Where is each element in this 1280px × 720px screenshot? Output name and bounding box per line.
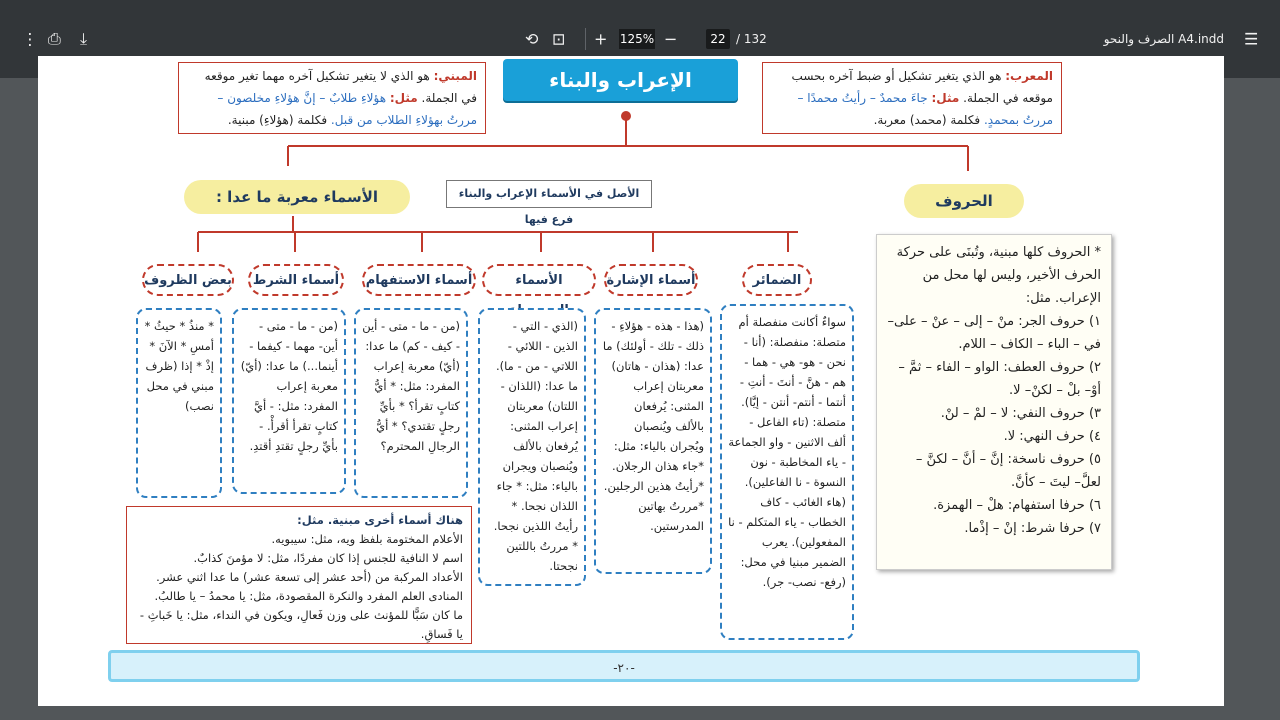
rotate-icon[interactable]: ⟲ xyxy=(525,29,539,49)
huruf-box xyxy=(876,234,1112,570)
mabni-example-label: مثل: xyxy=(389,91,418,105)
page-title: الإعراب والبناء xyxy=(503,59,738,101)
other-mabni-item: المنادى العلم المفرد والنكرة المقصودة، مثل: يا محمدُ – يا طالبُ. xyxy=(154,589,463,603)
category-body-istifham: (من - ما - متى - أين - كيف - كم) ما عدا: (أيّ) معربة إعراب المفرد: مثل: * أيُّ كتابٍ تقرأ؟ * بأيِّ رجلٍ تقتدي؟ * أيُّ الرجالِ المحترم؟ xyxy=(354,308,468,498)
category-head-mawsula: الأسماء xyxy=(482,264,596,296)
huruf-item: ٢) حروف العطف: الواو – الفاء – ثمَّ – أوْ– بلْ – لكنْ– لا. xyxy=(898,360,1101,398)
mabni-text: هو الذي لا يتغير تشكيل آخره مهما تغير موقعه في الجملة. xyxy=(204,69,477,105)
mabni-definition-box xyxy=(178,62,486,134)
other-mabni-item: الأعلام المختومة بلفظ ويه، مثل: سيبويه. xyxy=(271,532,463,546)
huruf-intro: * الحروف كلها مبنية، وتُبنَى على حركة الحرف الأخير، وليس لها محل من الإعراب. مثل: xyxy=(896,245,1101,306)
category-head-damair: الضمائر xyxy=(742,264,812,296)
murab-conclusion: فكلمة (محمد) معربة. xyxy=(873,113,981,127)
mabni-conclusion: فكلمة (هؤلاءِ) مبنية. xyxy=(227,113,328,127)
more-vert-icon[interactable]: ⋮ xyxy=(22,29,38,49)
hamburger-icon[interactable]: ☰ xyxy=(1244,29,1259,49)
other-mabni-item: اسم لا النافية للجنس إذا كان مفردًا، مثل: لا مؤمنَ كذابٌ. xyxy=(193,551,463,565)
category-head-ishara: أسماء الإشارة xyxy=(604,264,698,296)
download-icon[interactable]: ⤓ xyxy=(80,29,88,48)
huruf-item: ٧) حرفا شرط: إنْ – إذْما. xyxy=(964,521,1101,536)
category-body-shart: (من - ما - متى - أين- مهما - كيفما - أينما...) ما عدا: (أيّ) معربة إعراب المفرد: مثل: - أيَّ كتابٍ تقرأ أقرأْ. - بأيِّ رجلٍ تقتدِ أقتدِ. xyxy=(232,308,346,494)
fit-page-icon[interactable]: ⊡ xyxy=(552,29,566,49)
category-head-zuruf: بعض الظروف xyxy=(142,264,234,296)
category-body-damair: سواءٌ أكانت منفصلة أم متصلة: منفصلة: (أنا - نحن - هو- هي - هما - هم - هنَّ - أنتَ - أنتِ - أنتما - أنتم- أنتن - إيَّا). متصلة: (تاء الفاعل - ألف الاثنين - واو الجماعة - ياء المخاطبة - نون النسوة - نا الفاعلين). (هاء الغائب - كاف الخطاب - ياء المتكلم - نا المفعولين). يعرب الضمير مبنيا في محل: (رفع- نصب- جر). xyxy=(720,304,854,640)
asl-note-box: الأصل في الأسماء الإعراب والبناء فرع فيها xyxy=(446,180,652,208)
page-total: / 132 xyxy=(736,32,767,46)
huruf-item: ١) حروف الجر: منْ – إلى – عنْ – على– في – الباء – الكاف – اللام. xyxy=(887,314,1101,352)
other-mabni-title: هناك أسماء أخرى مبنية. مثل: xyxy=(297,513,463,527)
category-head-istifham: أسماء الاستفهام xyxy=(362,264,476,296)
other-mabni-item: الأعداد المركبة من (أحد عشر إلى تسعة عشر) ما عدا اثني عشر. xyxy=(156,570,463,584)
mabni-label: المبني: xyxy=(433,69,477,83)
murab-example: جاءَ محمدٌ – رأيتُ محمدًا – مررتُ بمحمدٍ. xyxy=(797,91,1053,127)
print-icon[interactable]: ⎙ xyxy=(48,29,61,48)
toolbar-divider xyxy=(585,28,586,50)
murab-text: هو الذي يتغير تشكيل أو ضبط آخره بحسب موقعه في الجملة. xyxy=(791,69,1053,105)
page-footer: -٢٠- xyxy=(108,650,1140,682)
zoom-in-button[interactable]: + xyxy=(594,29,608,49)
murab-label: المعرب: xyxy=(1005,69,1053,83)
document-title: الصرف والنحو A4.indd xyxy=(1103,32,1224,46)
murab-definition-box xyxy=(762,62,1062,134)
huruf-item: ٥) حروف ناسخة: إنَّ – أنَّ – لكنَّ – لعلَّ– ليتَ – كأنَّ. xyxy=(915,452,1101,490)
huruf-item: ٤) حرف النهي: لا. xyxy=(1003,429,1101,444)
other-mabni-item: ما كان سَبًّا للمؤنث على وزن فَعالِ، ويكون في النداء، مثل: يا خَباثِ - يا فَساقِ. xyxy=(139,608,463,641)
category-body-mawsula: (الذي - التي - الذين - اللائي - اللاتي - من - ما). ما عدا: (اللذان - اللتان) معربتان إعراب المثنى: يُرفعان بالألف ويُنصبان ويجران بالياء: مثل: * جاء اللذان نجحا. * رأيتُ اللذين نجحا. * مررتُ باللتين نجحتا. xyxy=(478,308,586,586)
huruf-item: ٣) حروف النفي: لا – لمْ – لنْ. xyxy=(940,406,1101,421)
page-number-input[interactable]: 22 xyxy=(706,29,730,49)
murab-example-label: مثل: xyxy=(931,91,960,105)
huruf-item: ٦) حرفا استفهام: هلْ – الهمزة. xyxy=(933,498,1101,513)
asma-pill: الأسماء معربة ما عدا : xyxy=(184,180,410,214)
mabni-example: هؤلاءِ طلابٌ – إنَّ هؤلاءِ مخلصون – مررتُ بهؤلاءِ الطلاب من قبل. xyxy=(217,91,477,127)
category-head-shart: أسماء الشرط xyxy=(248,264,344,296)
category-body-ishara: (هذا - هذه - هؤلاءِ - ذلك - تلك - أولئك) ما عدا: (هذان - هاتان) معربتان إعراب المثنى: يُرفعان بالألف ويُنصبان ويُجران بالياء: مثل: *جاء هذان الرجلان. *رأيتُ هذين الرجلين. *مررتُ بهاتين المدرستين. xyxy=(594,308,712,574)
zoom-level[interactable]: 125% xyxy=(619,29,655,49)
other-mabni-box xyxy=(126,506,472,644)
category-body-zuruf: * منذُ * حيثُ * أمسِ * الآنَ * إذْ * إذا (ظرف مبني في محل نصب) xyxy=(136,308,222,498)
pdf-page xyxy=(38,56,1224,706)
huruf-pill: الحروف xyxy=(904,184,1024,218)
zoom-out-button[interactable]: − xyxy=(664,29,678,49)
